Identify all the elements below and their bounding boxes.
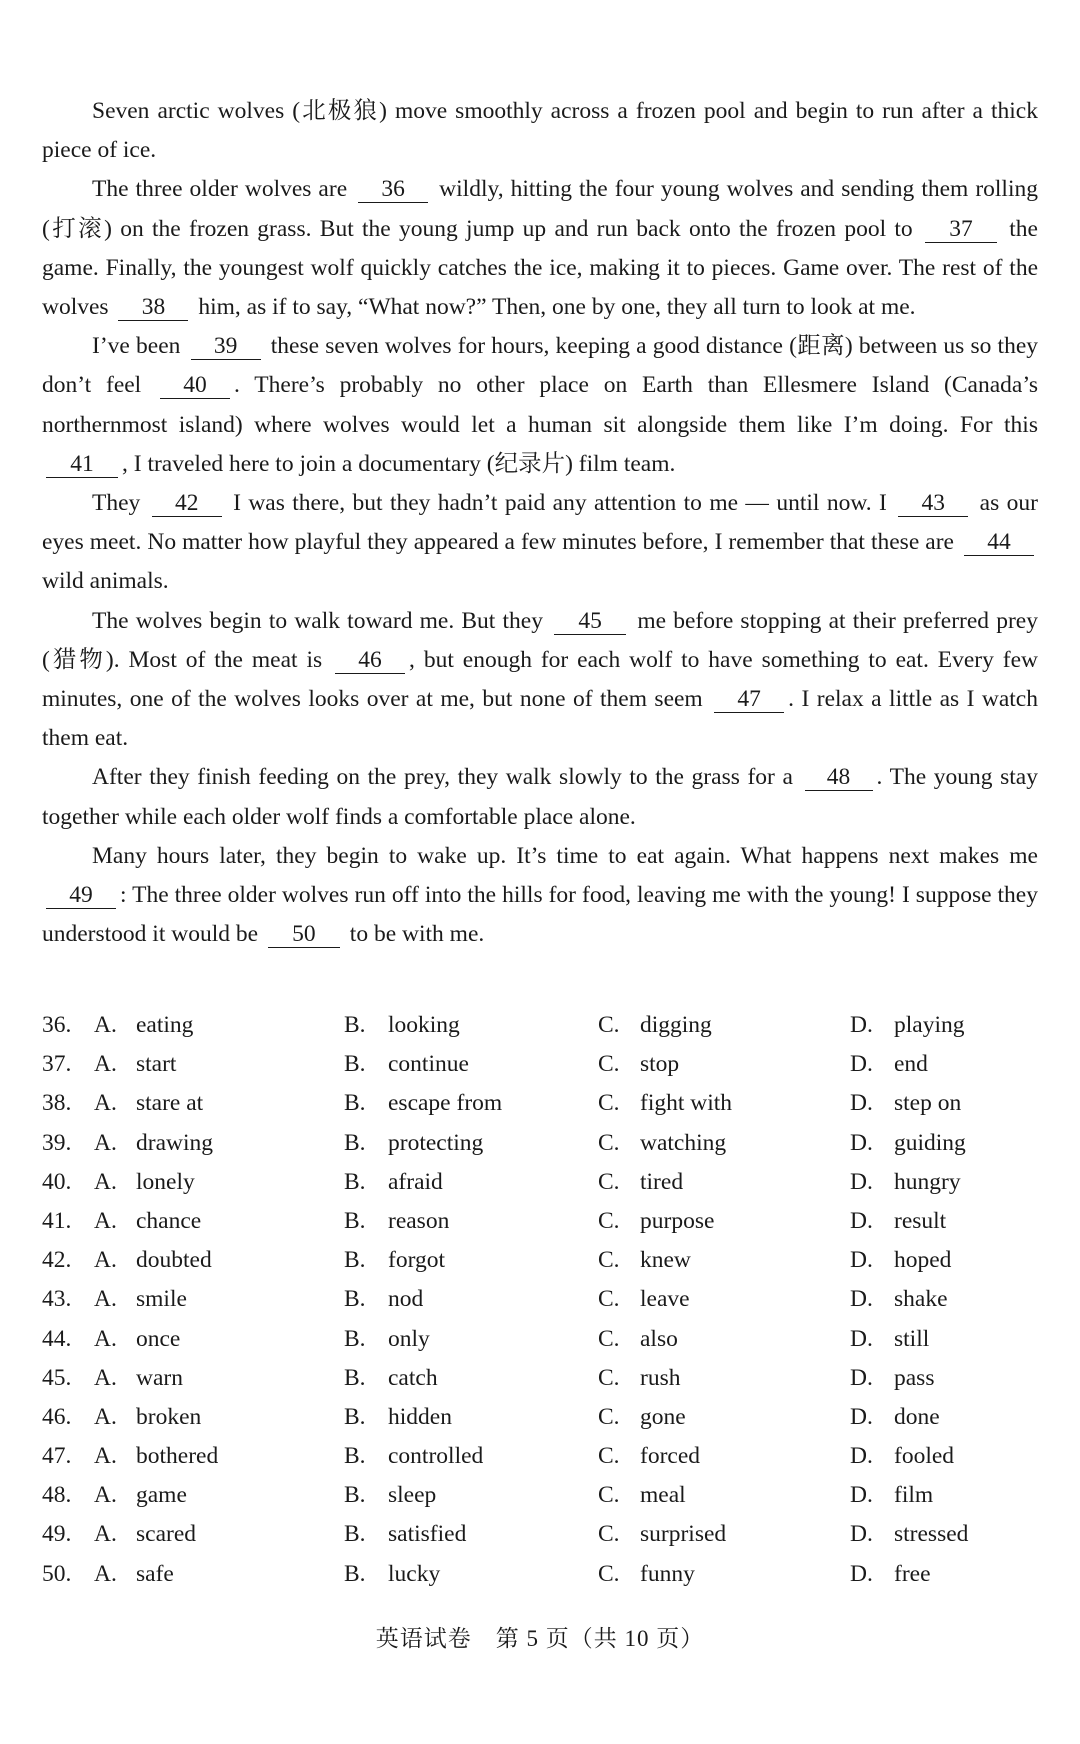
passage-text: as our eyes meet. No matter how playful they appeared a few minutes before, I remember that these are — [42, 490, 1038, 556]
passage-text: the game. Finally, the youngest wolf quickly catches the ice, making it to pieces. Game over. The rest of the wolves — [42, 215, 1038, 321]
option-d-text: pass — [894, 1364, 935, 1391]
passage-text: wildly, hitting the four young wolves and sending them rolling (打滚) on the frozen grass. But the young jump up and run back onto the frozen pool to — [42, 176, 1038, 242]
option-a-text: doubted — [136, 1247, 212, 1274]
option-row — [42, 1365, 1042, 1404]
option-letter-c: C. — [598, 1443, 620, 1470]
page-footer: 英语试卷 第 5 页（共 10 页） — [375, 1626, 705, 1651]
option-letter-c: C. — [598, 1168, 620, 1195]
blank-46: 46 — [335, 647, 405, 674]
option-letter-d: D. — [850, 1051, 873, 1078]
option-d-text: done — [894, 1403, 940, 1430]
option-letter-a: A. — [94, 1129, 117, 1156]
option-d-text: fooled — [894, 1443, 955, 1470]
option-letter-c: C. — [598, 1364, 620, 1391]
passage-text: , I traveled here to join a documentary (纪录片) film team. — [122, 450, 676, 477]
option-c-text: purpose — [640, 1207, 715, 1234]
option-a-text: once — [136, 1325, 181, 1352]
option-letter-b: B. — [344, 1012, 366, 1038]
passage-text: I was there, but they hadn’t paid any attention to me — until now. I — [225, 490, 895, 517]
blank-44: 44 — [964, 529, 1034, 556]
option-letter-a: A. — [94, 1560, 117, 1587]
passage-text: The wolves begin to walk toward me. But they — [92, 607, 551, 634]
option-d-text: stressed — [894, 1521, 969, 1548]
option-a-text: game — [136, 1482, 187, 1509]
question-number: 42. — [42, 1247, 72, 1274]
option-letter-b: B. — [344, 1207, 366, 1234]
answer-options — [42, 1012, 1042, 1600]
passage-text: Many hours later, they begin to wake up. It’s time to eat again. What happens next makes me — [92, 842, 1038, 869]
option-b-text: satisfied — [388, 1521, 467, 1548]
option-letter-a: A. — [94, 1012, 117, 1038]
option-d-text: step on — [894, 1090, 962, 1117]
option-row — [42, 1169, 1042, 1208]
option-letter-d: D. — [850, 1325, 873, 1352]
option-row — [42, 1012, 1042, 1051]
passage-text: wild animals. — [42, 568, 169, 595]
option-a-text: start — [136, 1051, 177, 1078]
blank-41: 41 — [46, 451, 118, 478]
option-c-text: forced — [640, 1443, 701, 1470]
option-letter-c: C. — [598, 1560, 620, 1587]
option-b-text: lucky — [388, 1560, 441, 1587]
passage-text: : The three older wolves run off into the hills for food, leaving me with the young! I suppose they understood it would be — [42, 882, 1038, 948]
question-number: 46. — [42, 1403, 72, 1430]
option-d-text: hoped — [894, 1247, 952, 1274]
passage-text: After they finish feeding on the prey, they walk slowly to the grass for a — [92, 764, 801, 791]
option-letter-d: D. — [850, 1482, 873, 1509]
question-number: 45. — [42, 1364, 72, 1391]
option-letter-b: B. — [344, 1168, 366, 1195]
passage-text: . I relax a little as I watch them eat. — [42, 686, 1038, 752]
option-letter-d: D. — [850, 1090, 873, 1117]
passage-paragraph — [42, 327, 1038, 484]
option-b-text: reason — [388, 1207, 450, 1234]
option-letter-b: B. — [344, 1286, 366, 1313]
passage-paragraph — [42, 602, 1038, 759]
option-letter-d: D. — [850, 1129, 873, 1156]
question-number: 48. — [42, 1482, 72, 1509]
option-d-text: result — [894, 1207, 947, 1234]
passage-text: I’ve been — [92, 333, 187, 360]
option-letter-d: D. — [850, 1207, 873, 1234]
passage-paragraph — [42, 837, 1038, 955]
option-c-text: knew — [640, 1247, 691, 1274]
option-a-text: warn — [136, 1364, 183, 1391]
option-letter-a: A. — [94, 1168, 117, 1195]
option-letter-c: C. — [598, 1129, 620, 1156]
option-letter-d: D. — [850, 1521, 873, 1548]
option-letter-c: C. — [598, 1521, 620, 1548]
passage-text: , but enough for each wolf to have something to eat. Every few minutes, one of the wolves looks over at me, but none of them seem — [42, 646, 1038, 713]
option-letter-c: C. — [598, 1403, 620, 1430]
option-b-text: afraid — [388, 1168, 443, 1195]
option-d-text: still — [894, 1325, 930, 1352]
option-a-text: eating — [136, 1012, 194, 1038]
option-letter-a: A. — [94, 1090, 117, 1117]
option-letter-b: B. — [344, 1443, 366, 1470]
option-row — [42, 1090, 1042, 1129]
passage-paragraph — [42, 758, 1038, 836]
option-row — [42, 1561, 1042, 1600]
question-number: 39. — [42, 1129, 72, 1156]
passage-text: . There’s probably no other place on Earth than Ellesmere Island (Canada’s northernmost island) where wolves would let a human sit alongside them like I’m doing. For this — [42, 372, 1038, 438]
question-number: 47. — [42, 1443, 72, 1470]
option-a-text: lonely — [136, 1168, 195, 1195]
option-row — [42, 1443, 1042, 1482]
option-letter-d: D. — [850, 1286, 873, 1313]
option-letter-a: A. — [94, 1364, 117, 1391]
question-number: 49. — [42, 1521, 72, 1548]
option-b-text: catch — [388, 1364, 438, 1391]
option-a-text: broken — [136, 1403, 202, 1430]
question-number: 38. — [42, 1090, 72, 1117]
option-a-text: chance — [136, 1207, 202, 1234]
blank-40: 40 — [160, 372, 230, 399]
option-c-text: gone — [640, 1403, 686, 1430]
question-number: 44. — [42, 1325, 72, 1352]
option-a-text: bothered — [136, 1443, 219, 1470]
option-letter-b: B. — [344, 1521, 366, 1548]
option-c-text: fight with — [640, 1090, 733, 1117]
option-c-text: surprised — [640, 1521, 727, 1548]
option-row — [42, 1482, 1042, 1521]
option-letter-c: C. — [598, 1247, 620, 1274]
option-b-text: looking — [388, 1012, 460, 1038]
option-row — [42, 1247, 1042, 1286]
option-letter-d: D. — [850, 1364, 873, 1391]
option-row — [42, 1286, 1042, 1325]
passage-paragraph — [42, 484, 1038, 602]
option-letter-a: A. — [94, 1482, 117, 1509]
blank-45: 45 — [554, 608, 626, 635]
option-letter-c: C. — [598, 1482, 620, 1509]
blank-43: 43 — [898, 490, 968, 517]
passage-paragraph — [42, 92, 1038, 170]
option-letter-b: B. — [344, 1090, 366, 1117]
blank-42: 42 — [152, 490, 222, 517]
passage-text: me before stopping at their preferred prey (猎物). Most of the meat is — [42, 607, 1038, 673]
blank-38: 38 — [118, 294, 188, 321]
option-c-text: stop — [640, 1051, 680, 1078]
question-number: 41. — [42, 1207, 72, 1234]
option-a-text: scared — [136, 1521, 197, 1548]
option-c-text: funny — [640, 1560, 695, 1587]
option-letter-a: A. — [94, 1443, 117, 1470]
option-letter-d: D. — [850, 1012, 873, 1038]
passage-text: him, as if to say, “What now?” Then, one by one, they all turn to look at me. — [192, 294, 916, 321]
passage-text: these seven wolves for hours, keeping a good distance (距离) between us so they don’t feel — [42, 333, 1038, 399]
option-letter-a: A. — [94, 1521, 117, 1548]
option-d-text: film — [894, 1482, 934, 1509]
option-d-text: shake — [894, 1286, 948, 1313]
passage-text: The three older wolves are — [92, 176, 355, 203]
option-a-text: safe — [136, 1560, 174, 1587]
option-b-text: nod — [388, 1286, 424, 1313]
option-letter-a: A. — [94, 1286, 117, 1313]
passage-text: . The young stay together while each older wolf finds a comfortable place alone. — [42, 764, 1038, 830]
blank-50: 50 — [268, 921, 340, 948]
option-d-text: end — [894, 1051, 928, 1078]
option-d-text: free — [894, 1560, 931, 1587]
option-letter-c: C. — [598, 1051, 620, 1078]
option-letter-c: C. — [598, 1207, 620, 1234]
option-b-text: hidden — [388, 1403, 452, 1430]
option-letter-b: B. — [344, 1051, 366, 1078]
option-letter-a: A. — [94, 1403, 117, 1430]
option-c-text: rush — [640, 1364, 681, 1391]
blank-49: 49 — [46, 882, 116, 909]
option-letter-b: B. — [344, 1325, 366, 1352]
option-letter-c: C. — [598, 1090, 620, 1117]
option-c-text: watching — [640, 1129, 727, 1156]
option-letter-b: B. — [344, 1403, 366, 1430]
question-number: 37. — [42, 1051, 72, 1078]
option-row — [42, 1130, 1042, 1169]
option-row — [42, 1051, 1042, 1090]
option-letter-d: D. — [850, 1560, 873, 1587]
question-number: 40. — [42, 1168, 72, 1195]
reading-passage — [42, 92, 1038, 954]
passage-paragraph — [42, 170, 1038, 327]
option-letter-a: A. — [94, 1247, 117, 1274]
option-d-text: guiding — [894, 1129, 966, 1156]
option-letter-d: D. — [850, 1247, 873, 1274]
question-number: 36. — [42, 1012, 72, 1038]
option-letter-a: A. — [94, 1207, 117, 1234]
option-a-text: stare at — [136, 1090, 204, 1117]
option-c-text: also — [640, 1325, 678, 1352]
option-letter-c: C. — [598, 1286, 620, 1313]
option-letter-b: B. — [344, 1364, 366, 1391]
option-b-text: forgot — [388, 1247, 446, 1274]
option-letter-a: A. — [94, 1051, 117, 1078]
question-number: 43. — [42, 1286, 72, 1313]
option-c-text: leave — [640, 1286, 690, 1313]
option-letter-d: D. — [850, 1443, 873, 1470]
option-d-text: playing — [894, 1012, 965, 1038]
option-c-text: digging — [640, 1012, 712, 1038]
option-b-text: sleep — [388, 1482, 437, 1509]
question-number: 50. — [42, 1560, 72, 1587]
option-row — [42, 1326, 1042, 1365]
blank-48: 48 — [805, 764, 873, 791]
option-b-text: only — [388, 1325, 430, 1352]
option-letter-b: B. — [344, 1129, 366, 1156]
option-d-text: hungry — [894, 1168, 961, 1195]
blank-39: 39 — [191, 333, 261, 360]
option-row — [42, 1521, 1042, 1560]
option-a-text: smile — [136, 1286, 187, 1313]
blank-36: 36 — [358, 176, 428, 203]
option-b-text: escape from — [388, 1090, 503, 1117]
option-b-text: protecting — [388, 1129, 484, 1156]
option-a-text: drawing — [136, 1129, 214, 1156]
option-letter-c: C. — [598, 1012, 620, 1038]
option-c-text: meal — [640, 1482, 686, 1509]
option-row — [42, 1208, 1042, 1247]
option-letter-a: A. — [94, 1325, 117, 1352]
option-letter-d: D. — [850, 1168, 873, 1195]
option-letter-b: B. — [344, 1247, 366, 1274]
blank-47: 47 — [714, 686, 784, 713]
option-letter-b: B. — [344, 1482, 366, 1509]
blank-37: 37 — [925, 216, 997, 243]
passage-text: They — [92, 490, 148, 517]
option-letter-c: C. — [598, 1325, 620, 1352]
passage-text: Seven arctic wolves (北极狼) move smoothly across a frozen pool and begin to run after a thick piece of ice. — [42, 98, 1038, 164]
option-b-text: controlled — [388, 1443, 484, 1470]
option-row — [42, 1404, 1042, 1443]
option-letter-b: B. — [344, 1560, 366, 1587]
option-b-text: continue — [388, 1051, 469, 1078]
passage-text: to be with me. — [343, 921, 485, 948]
option-c-text: tired — [640, 1168, 684, 1195]
option-letter-d: D. — [850, 1403, 873, 1430]
